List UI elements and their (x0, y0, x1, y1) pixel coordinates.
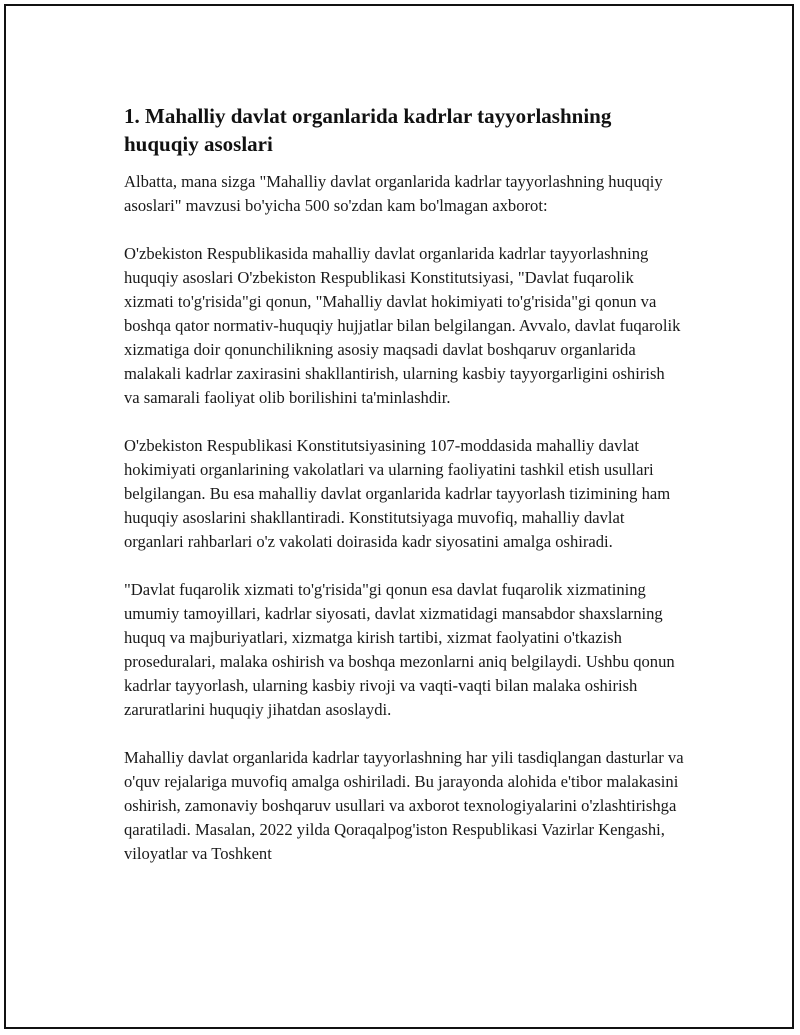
paragraph-intro: Albatta, mana sizga "Mahalliy davlat organlarida kadrlar tayyorlashning huquqiy asoslari" mavzusi bo'yicha 500 so'zdan kam bo'lmagan axborot: (124, 172, 663, 215)
document-body (124, 102, 684, 866)
paragraph-training-programs: Mahalliy davlat organlarida kadrlar tayyorlashning har yili tasdiqlangan dasturlar va o'quv rejalariga muvofiq amalga oshiriladi. Bu jarayonda alohida e'tibor malakasini oshirish, zamonaviy boshqaruv usullari va axborot texnologiyalarini o'zlashtirishga qaratiladi. Masalan, 2022 yilda Qoraqalpog'iston Respublikasi Vazirlar Kengashi, viloyatlar va Toshkent (124, 748, 684, 863)
section-heading: 1. Mahalliy davlat organlarida kadrlar tayyorlashning huquqiy asoslari (124, 104, 612, 156)
paragraph-civil-service-law: "Davlat fuqarolik xizmati to'g'risida"gi qonun esa davlat fuqarolik xizmatining umumiy tamoyillari, kadrlar siyosati, davlat xizmatidagi mansabdor shaxslarning huquq va majburiyatlari, xizmatga kirish tartibi, xizmat faolyatini o'tkazish proseduralari, malaka oshirish va boshqa mezonlarni aniq belgilaydi. Ushbu qonun kadrlar tayyorlash, ularning kasbiy rivoji va vaqti-vaqti bilan malaka oshirish zaruratlarini huquqiy jihatdan asoslaydi. (124, 580, 675, 719)
paragraph-constitution: O'zbekiston Respublikasi Konstitutsiyasining 107-moddasida mahalliy davlat hokimiyati organlarining vakolatlari va ularning faoliyatini tashkil etish usullari belgilangan. Bu esa mahalliy davlat organlarida kadrlar tayyorlash tizimining ham huquqiy asoslarini shakllantiradi. Konstitutsiyaga muvofiq, mahalliy davlat organlari rahbarlari o'z vakolati doirasida kadr siyosatini amalga oshiradi. (124, 436, 671, 551)
paragraph-legal-basis: O'zbekiston Respublikasida mahalliy davlat organlarida kadrlar tayyorlashning huquqiy asoslari O'zbekiston Respublikasi Konstitutsiyasi, "Davlat fuqarolik xizmati to'g'risida"gi qonun, "Mahalliy davlat hokimiyati to'g'risida"gi qonun va boshqa qator normativ-huquqiy hujjatlar bilan belgilangan. Avvalo, davlat fuqarolik xizmatiga doir qonunchilikning asosiy maqsadi davlat boshqaruv organlarida malakali kadrlar zaxirasini shakllantirish, ularning kasbiy tayyorgarligini oshirish va samarali faoliyat olib borilishini ta'minlashdir. (124, 244, 681, 407)
page-frame (4, 4, 794, 1029)
